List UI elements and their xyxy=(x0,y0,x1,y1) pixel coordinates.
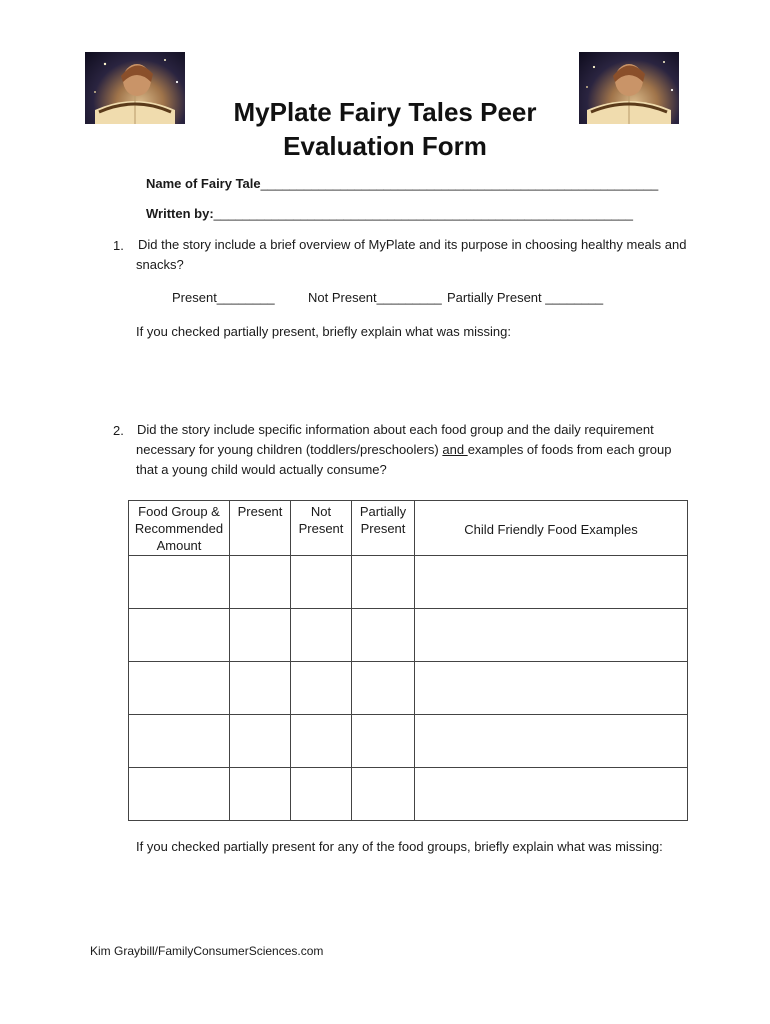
option-not-present[interactable]: Not Present_________ xyxy=(308,290,442,305)
header-present: Present xyxy=(230,501,291,556)
food-group-cell[interactable] xyxy=(129,662,230,715)
header-child-friendly-food-examples: Child Friendly Food Examples xyxy=(415,501,688,556)
fairy-tale-name-field[interactable] xyxy=(146,176,658,191)
question-2-emphasis-and: and xyxy=(442,442,468,457)
not-present-cell[interactable] xyxy=(291,556,352,609)
food-group-cell[interactable] xyxy=(129,715,230,768)
question-2-line-2 xyxy=(136,440,671,460)
written-by-field[interactable] xyxy=(146,206,633,221)
question-2-line-2-end: examples of foods from each group xyxy=(467,442,672,457)
table-header-row xyxy=(129,501,688,556)
fairy-tale-name-blank[interactable]: _______________________________________________________ xyxy=(260,176,659,191)
option-present[interactable]: Present________ xyxy=(172,290,275,305)
header-not-present: Not Present xyxy=(291,501,352,556)
present-cell[interactable] xyxy=(230,609,291,662)
header-food-group: Food Group & Recommended Amount xyxy=(129,501,230,556)
question-1-line-2: snacks? xyxy=(136,257,184,272)
food-examples-cell[interactable] xyxy=(415,768,688,821)
present-cell[interactable] xyxy=(230,662,291,715)
form-title-line-1: MyPlate Fairy Tales Peer xyxy=(233,97,537,127)
question-1-line-1: Did the story include a brief overview of MyPlate and its purpose in choosing healthy meals and xyxy=(138,237,687,252)
table-row xyxy=(129,662,688,715)
question-1-followup: If you checked partially present, briefly explain what was missing: xyxy=(136,324,512,339)
food-examples-cell[interactable] xyxy=(415,609,688,662)
option-partially-present[interactable]: Partially Present ________ xyxy=(447,290,604,305)
food-group-cell[interactable] xyxy=(129,609,230,662)
partially-present-cell[interactable] xyxy=(352,662,415,715)
partially-present-cell[interactable] xyxy=(352,715,415,768)
question-2-line-1: Did the story include specific information about each food group and the daily requirement xyxy=(137,422,654,437)
table-row xyxy=(129,715,688,768)
food-group-evaluation-table xyxy=(128,500,688,821)
header-partially-present: Partially Present xyxy=(352,501,415,556)
partially-present-cell[interactable] xyxy=(352,609,415,662)
written-by-blank[interactable]: __________________________________________________________ xyxy=(213,206,633,221)
food-group-cell[interactable] xyxy=(129,556,230,609)
present-cell[interactable] xyxy=(230,556,291,609)
not-present-cell[interactable] xyxy=(291,609,352,662)
present-cell[interactable] xyxy=(230,768,291,821)
food-examples-cell[interactable] xyxy=(415,662,688,715)
form-title-line-2: Evaluation Form xyxy=(283,131,487,161)
question-2-followup: If you checked partially present for any of the food groups, briefly explain what was missing: xyxy=(136,839,663,854)
table-row xyxy=(129,768,688,821)
table-row xyxy=(129,609,688,662)
not-present-cell[interactable] xyxy=(291,715,352,768)
question-2-number: 2. xyxy=(113,423,124,438)
food-examples-cell[interactable] xyxy=(415,715,688,768)
question-2-line-2-start: necessary for young children (toddlers/preschoolers) xyxy=(136,442,443,457)
footer-credit: Kim Graybill/FamilyConsumerSciences.com xyxy=(90,944,324,958)
present-cell[interactable] xyxy=(230,715,291,768)
fairy-tale-name-label: Name of Fairy Tale xyxy=(146,176,261,191)
question-2-line-3: that a young child would actually consume? xyxy=(136,462,387,477)
table-row xyxy=(129,556,688,609)
not-present-cell[interactable] xyxy=(291,768,352,821)
not-present-cell[interactable] xyxy=(291,662,352,715)
written-by-label: Written by: xyxy=(146,206,214,221)
food-examples-cell[interactable] xyxy=(415,556,688,609)
question-1-number: 1. xyxy=(113,238,124,253)
food-group-cell[interactable] xyxy=(129,768,230,821)
partially-present-cell[interactable] xyxy=(352,768,415,821)
partially-present-cell[interactable] xyxy=(352,556,415,609)
